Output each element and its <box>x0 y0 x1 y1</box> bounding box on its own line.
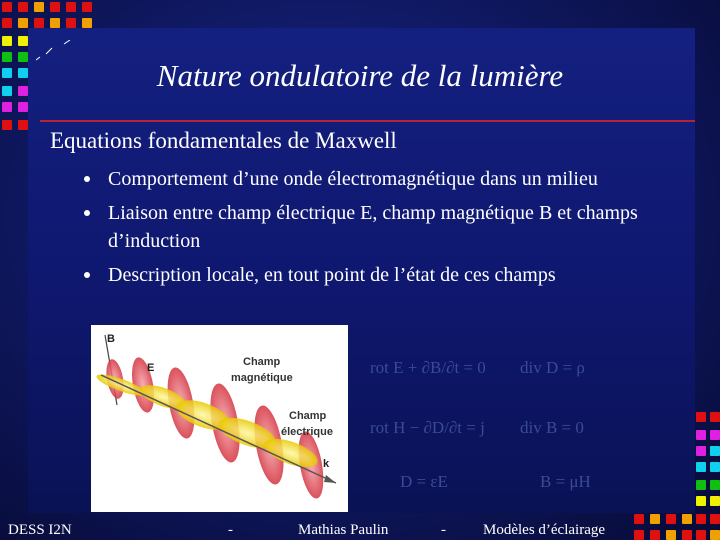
bullet-text: Comportement d’une onde électromagnétique dans un milieu <box>108 168 598 190</box>
bullet-text: Liaison entre champ électrique E, champ magnétique B et champs d’induction <box>108 202 638 252</box>
bullet-item <box>84 199 684 255</box>
bullet-dot-icon <box>84 176 90 182</box>
equation-b-mu: B = μH <box>540 472 591 491</box>
slide-footer <box>0 518 720 540</box>
figure-label-e: E <box>147 362 155 374</box>
equation-rot-h: rot H − ∂D/∂t = j <box>370 418 485 437</box>
footer-course-code: DESS I2N <box>8 522 72 538</box>
footer-separator: - <box>228 522 233 538</box>
figure-label-k: k <box>323 458 330 470</box>
footer-separator: - <box>441 522 446 538</box>
slide-subtitle: Equations fondamentales de Maxwell <box>50 128 397 153</box>
equation-div-b: div B = 0 <box>520 418 584 437</box>
title-divider <box>40 120 695 122</box>
bullet-item <box>84 261 684 289</box>
footer-author: Mathias Paulin <box>298 522 389 538</box>
figure-label-b: B <box>107 333 115 345</box>
bullet-text: Description locale, en tout point de l’état de ces champs <box>108 264 556 286</box>
maxwell-equations <box>360 335 610 505</box>
footer-course-title: Modèles d’éclairage <box>483 522 606 538</box>
equations-block <box>360 335 610 505</box>
em-wave-illustration <box>91 325 348 512</box>
bullet-item <box>84 165 684 193</box>
figure-label-electric: Champ électrique <box>281 410 333 438</box>
slide-title: Nature ondulatoire de la lumière <box>156 58 564 93</box>
equation-div-d: div D = ρ <box>520 358 585 377</box>
bullet-dot-icon <box>84 210 90 216</box>
em-wave-figure <box>91 325 348 512</box>
equation-rot-e: rot E + ∂B/∂t = 0 <box>370 358 486 377</box>
bullet-list <box>84 165 684 295</box>
equation-d-eps: D = εE <box>400 472 448 491</box>
bullet-dot-icon <box>84 272 90 278</box>
figure-label-magnetic: Champ magnétique <box>231 356 293 384</box>
